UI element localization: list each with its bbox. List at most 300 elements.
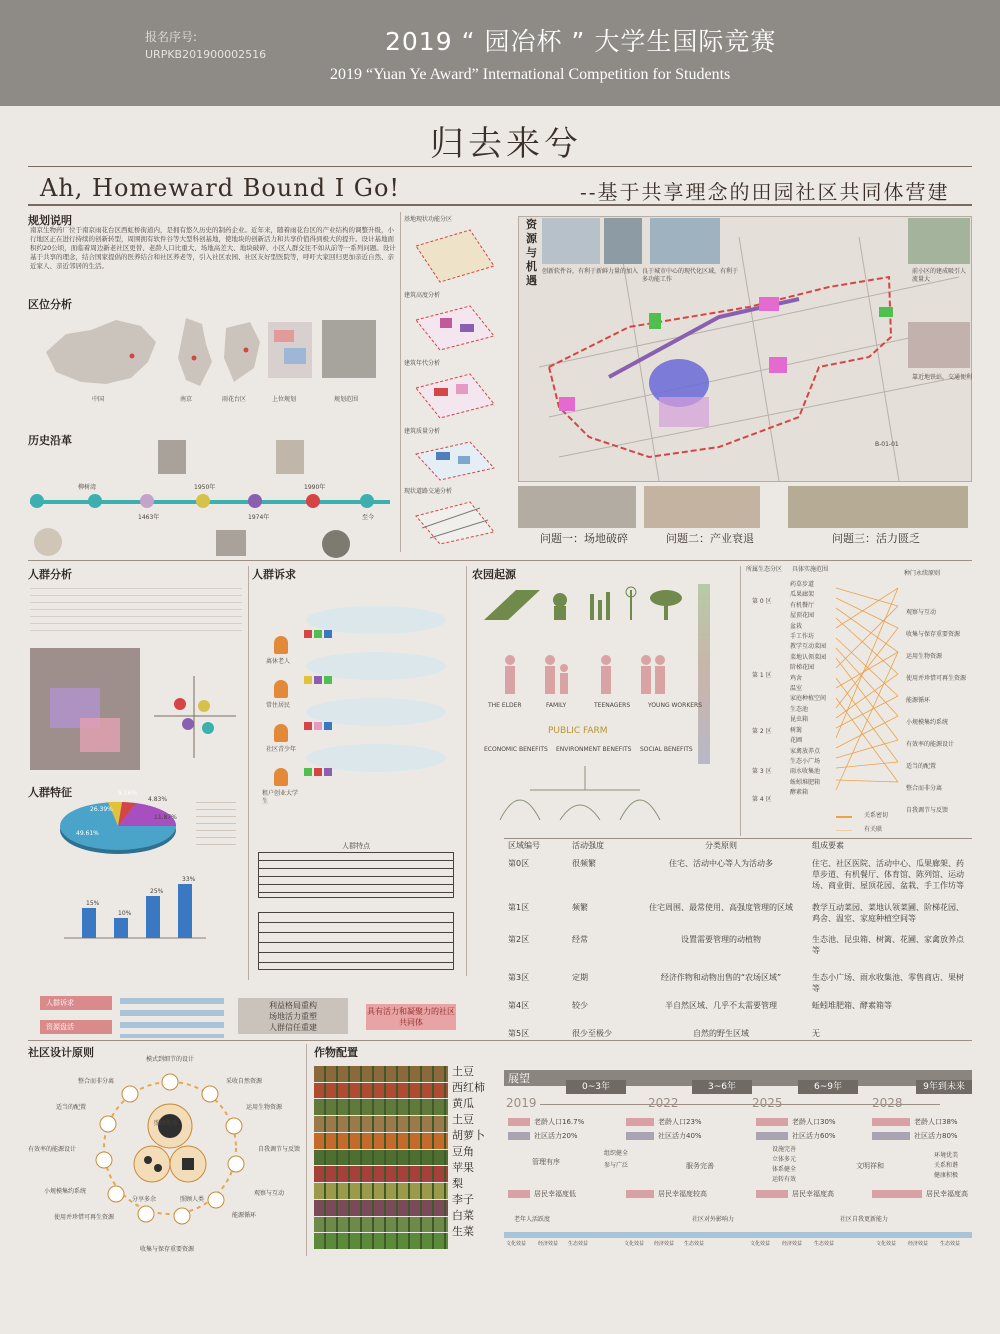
- matrix-relation-lines: [834, 584, 900, 804]
- stage-2-point-3: 体系健全: [772, 1166, 797, 1173]
- zone-row: [504, 934, 972, 972]
- zone-cell: 第5区: [508, 1029, 530, 1038]
- stage-3-point-3: 健康积极: [934, 1172, 959, 1179]
- matrix-right-item: 收集与保存重要资源: [906, 631, 961, 638]
- period-2: 3~6年: [692, 1080, 752, 1094]
- matrix-left-item: 昆虫箱: [790, 716, 809, 724]
- stage-3-point-1: 环境优美: [934, 1152, 959, 1159]
- farm-tools-icons: [480, 584, 690, 624]
- matrix-left-item: 家禽放养点: [790, 747, 821, 755]
- principles-title: 社区设计原则: [28, 1046, 94, 1059]
- zone-cell: 很频繁: [572, 859, 596, 868]
- needs-flow-bars: [120, 992, 224, 1038]
- year-2022: 2022: [648, 1096, 679, 1110]
- matrix-left-item: 菜地认领菜园: [790, 653, 827, 661]
- top-divider: [28, 166, 972, 167]
- pie-legend: [196, 796, 236, 846]
- matrix-right-item: 自我调节与反馈: [906, 807, 949, 814]
- zone-cell: 经济作物和动物出售的“农场区域”: [660, 973, 782, 982]
- benefit-social: SOCIAL BENEFITS: [640, 746, 693, 753]
- crop-photo-strip: [314, 1166, 448, 1182]
- planning-body: 南京生物药厂位于南京雨花台区西虹桥街道内，是拥有悠久历史的制药企业。近年来，随着雨花台区的产业结构的调整升级，小行地区正在进行持续的创新转型，周围拥有软件谷等大型科创基地，使地块的创新活力和共享价值得到极大的提升。设计基地面积约20公顷，面临着周边新老社区更替、老龄人口比重大、场地高差大、地块破碎、小区人群交往不如从前等一系列问题。设计基于共享的理念，结合国家提倡的医养结合和社区养老等，引入社区农园、社区友好型医院等，呼吁大家回归更加亲近自然、亲近家人、亲近邻居的生活。: [30, 226, 396, 270]
- benefit-label-8: 经济效益: [782, 1241, 803, 1247]
- vitality-swatch-2: [626, 1132, 654, 1140]
- needs-table-title: 人群特点: [342, 842, 370, 850]
- matrix-col1: 所属生态分区: [746, 566, 783, 573]
- zone-cell: 半自然区域、几乎不太需要管理: [665, 1001, 777, 1010]
- crop-strips: [314, 1066, 448, 1250]
- zone-cell: 蚯蚓堆肥箱、酵素箱等: [812, 1001, 892, 1010]
- period-4: 9年到未来: [916, 1080, 972, 1094]
- problem-photo-2: [644, 486, 760, 528]
- needs-diagram: [296, 590, 456, 790]
- happy-swatch-3: [756, 1190, 788, 1198]
- principles-ring-diagram: [86, 1064, 257, 1232]
- loc-label-upper-plan: 上位规划: [272, 396, 297, 403]
- problem-1: 问题一：场地破碎: [540, 532, 628, 545]
- matrix-left-item: 生态小广场: [790, 757, 821, 765]
- location-title: 区位分析: [28, 298, 72, 311]
- crop-label: 黄瓜: [452, 1097, 474, 1110]
- crop-photo-strip: [314, 1233, 448, 1249]
- resource-photo-new-estate: [908, 218, 970, 264]
- zone-cell: 教学互动菜园、菜地认领菜圃、阶梯花园、鸡舍、温室、家庭种植空间等: [812, 903, 964, 923]
- benefit-label-6: 生态效益: [684, 1241, 705, 1247]
- registration-number: URPKB201900002516: [145, 48, 267, 61]
- resource-photo-towers: [604, 218, 642, 264]
- crop-photo-strip: [314, 1183, 448, 1199]
- zone-cell: 经常: [572, 935, 588, 944]
- happy-2: 居民幸福度较高: [658, 1190, 707, 1198]
- func-height-diagram: [410, 302, 498, 352]
- resource-photo-metro: [908, 322, 970, 368]
- bottom-metric-2: 社区对外影响力: [692, 1216, 735, 1223]
- zone-cell: 第3区: [508, 973, 530, 982]
- timeline-label-now: 至今: [362, 514, 375, 521]
- stage-2: 服务完善: [686, 1162, 714, 1170]
- principle-earth: 照顾地球: [154, 1120, 179, 1127]
- stage-2-point-2: 立体多元: [772, 1156, 797, 1163]
- headline-en: Ah, Homeward Bound I Go!: [40, 174, 401, 202]
- zone-row: [504, 858, 972, 902]
- vitality-3: 社区活力60%: [792, 1132, 836, 1140]
- timeline-node-5: [248, 494, 262, 508]
- farm-center-label: PUBLIC FARM: [548, 726, 608, 736]
- ring-item-2: 运用生物资源: [246, 1104, 283, 1111]
- farm-people-elder: THE ELDER: [488, 702, 522, 709]
- elder-2: 老龄人口23%: [658, 1118, 702, 1126]
- headline-cn: --基于共享理念的田园社区共同体营建: [580, 180, 950, 204]
- resource-photo-software-valley: [542, 218, 600, 264]
- zone-cell: 很少至极少: [572, 1029, 612, 1038]
- matrix-left-item: 盆栽: [790, 622, 803, 630]
- principle-people: 照顾人类: [180, 1196, 205, 1203]
- zone-cell: 住宅、活动中心等人为活动多: [669, 859, 773, 868]
- column-divider-4: [740, 566, 741, 836]
- crop-label: 豆角: [452, 1145, 474, 1158]
- func-zoning-diagram: [410, 226, 498, 286]
- benefit-label-9: 生态效益: [814, 1241, 835, 1247]
- student-person-icon: [274, 768, 288, 786]
- benefit-label-12: 生态效益: [940, 1241, 961, 1247]
- resource-note-2: 良于城市中心的现代化区域，有利于多功能工作: [642, 268, 739, 283]
- matrix-col3: 种门永续原则: [904, 570, 941, 577]
- crop-photo-strip: [314, 1133, 448, 1149]
- crop-photo-strip: [314, 1083, 448, 1099]
- teen-person-icon: [274, 724, 288, 742]
- group-resident: 常住居民: [266, 702, 291, 709]
- legend-strong: 关系密切: [864, 812, 889, 819]
- matrix-zone-2: 第 2 区: [752, 728, 772, 735]
- chip-mid-1: 利益格局重构: [269, 1001, 317, 1010]
- crops-title: 作物配置: [314, 1046, 358, 1059]
- crowd-aerial-map: [30, 648, 140, 770]
- matrix-left-item: 阶梯花园: [790, 664, 815, 672]
- vitality-swatch-4: [872, 1132, 910, 1140]
- zone-table: [504, 840, 972, 1048]
- zone-cell: 生态小广场、雨水收集池、零售商店、果树等: [812, 973, 964, 993]
- needs-table-2: [258, 912, 454, 970]
- pie-label-2: 4.83%: [148, 796, 168, 803]
- column-divider-2: [248, 566, 249, 980]
- resource-note-3: 前小区的建成吸引人流量大: [912, 268, 967, 283]
- ring-item-6: 收集与保存重要资源: [140, 1246, 195, 1253]
- stage-2-point-4: 运转有效: [772, 1176, 797, 1183]
- timeline-label-liushuwan: 柳树湾: [78, 484, 97, 491]
- elder-swatch-4: [872, 1118, 910, 1126]
- matrix-left-item: 树篱: [790, 726, 803, 734]
- resource-note-1: 创新软件谷，有利于新鲜力量的加入: [542, 268, 639, 275]
- crop-label: 生菜: [452, 1225, 474, 1238]
- loc-label-china: 中国: [92, 396, 105, 403]
- crop-label: 西红柿: [452, 1081, 485, 1094]
- timeline-label-1990: 1990年: [304, 484, 326, 491]
- crop-label: 梨: [452, 1177, 463, 1190]
- elder-swatch-2: [626, 1118, 654, 1126]
- benefit-label-10: 文化效益: [876, 1241, 897, 1247]
- func-quality-diagram: [410, 438, 498, 482]
- chip-mid-3: 人群信任重建: [269, 1023, 317, 1032]
- headline-divider: [28, 204, 972, 206]
- func-title-age: 建筑年代分析: [404, 360, 441, 367]
- func-title-height: 建筑高度分析: [404, 292, 441, 299]
- matrix-right-item: 有效率的能源设计: [906, 741, 955, 748]
- crop-label: 土豆: [452, 1065, 474, 1078]
- chip-needs: 人群诉求: [40, 996, 112, 1010]
- zone-cell: 第2区: [508, 935, 530, 944]
- timeline-label-1950: 1950年: [194, 484, 216, 491]
- pie-label-3: 11.87%: [154, 814, 177, 821]
- bar-label-1: 15%: [86, 900, 100, 907]
- chip-mid-2: 场地活力重塑: [269, 1012, 317, 1021]
- resources-title: 资源与机遇: [526, 218, 537, 287]
- zone-cell: 第0区: [508, 859, 530, 868]
- pie-label-1: 5.16%: [118, 790, 138, 797]
- problem-3: 问题三：活力匮乏: [832, 532, 920, 545]
- matrix-left-item: 屋顶花园: [790, 612, 815, 620]
- problem-photo-1: [518, 486, 636, 528]
- legend-weak-line: [836, 830, 852, 831]
- elder-swatch-3: [756, 1118, 788, 1126]
- vitality-2: 社区活力40%: [658, 1132, 702, 1140]
- pie-label-4: 49.61%: [76, 830, 99, 837]
- happy-swatch-4: [872, 1190, 922, 1198]
- matrix-col2: 具体实施范围: [792, 566, 829, 573]
- matrix-right-item: 运用生物资源: [906, 653, 943, 660]
- group-elder: 离休老人: [266, 658, 291, 665]
- needs-table-1: [258, 852, 454, 898]
- ring-item-1: 采收自然资源: [226, 1078, 263, 1085]
- crop-photo-strip: [314, 1200, 448, 1216]
- func-age-diagram: [410, 370, 498, 420]
- yuhuatai-map-icon: [220, 318, 264, 388]
- happy-swatch-2: [626, 1190, 654, 1198]
- farm-people-icons: [480, 650, 690, 700]
- matrix-left-item: 蚯蚓堆肥箱: [790, 778, 821, 786]
- history-photo-5: [322, 530, 350, 558]
- vitality-4: 社区活力80%: [914, 1132, 958, 1140]
- ring-item-9: 有效率的能源设计: [28, 1146, 77, 1153]
- elder-1: 老龄人口16.7%: [534, 1118, 585, 1126]
- column-divider-5: [306, 1044, 307, 1256]
- zone-cell: 住宅、社区医院、活动中心、瓜果廊架、药草步道、有机餐厅、体育馆、陈列馆、运动场、商业街、屋顶花园、盆栽、手工作坊等: [812, 859, 964, 890]
- group-teen: 社区青少年: [266, 746, 297, 753]
- farm-people-family: FAMILY: [546, 702, 567, 709]
- bar-label-2: 10%: [118, 910, 132, 917]
- happy-1: 居民幸福度低: [534, 1190, 576, 1198]
- zone-header-id: 区域编号: [508, 841, 540, 850]
- principle-share: 分享多余: [132, 1196, 157, 1203]
- loc-label-nanjing: 南京: [180, 396, 193, 403]
- func-title-zoning: 基地现状功能分区: [404, 216, 453, 223]
- timeline-node-7: [360, 494, 374, 508]
- crop-label: 土豆: [452, 1113, 474, 1126]
- column-divider-3: [466, 566, 467, 976]
- chip-resources: 资源盘活: [40, 1020, 112, 1034]
- group-student: 租户创业大学生: [262, 790, 299, 805]
- zone-row: [504, 1028, 972, 1048]
- stage-1-point-2: 参与广泛: [604, 1162, 629, 1169]
- loc-label-yuhuatai: 雨花台区: [222, 396, 247, 403]
- year-2019: 2019: [506, 1096, 537, 1110]
- timeline-node-1: [30, 494, 44, 508]
- vitality-1: 社区活力20%: [534, 1132, 578, 1140]
- ring-item-8: 小规模集约系统: [44, 1188, 87, 1195]
- benefit-label-7: 文化效益: [750, 1241, 771, 1247]
- crop-photo-strip: [314, 1150, 448, 1166]
- benefit-bar: [504, 1232, 972, 1238]
- zone-row: [504, 1000, 972, 1028]
- outlook-panel: [504, 1070, 972, 1250]
- benefit-label-5: 经济效益: [654, 1241, 675, 1247]
- ring-item-0: 模式到细节的设计: [146, 1056, 195, 1063]
- func-title-quality: 建筑质量分析: [404, 428, 441, 435]
- ring-item-10: 适当的配置: [56, 1104, 87, 1111]
- zone-cell: 自然的野生区域: [693, 1029, 749, 1038]
- timeline-node-3: [140, 494, 154, 508]
- ring-item-5: 能源循环: [232, 1212, 257, 1219]
- matrix-right-list: [906, 602, 972, 822]
- matrix-left-item: 家庭种植空间: [790, 695, 827, 703]
- crop-list: [452, 1064, 485, 1240]
- benefit-label-3: 生态效益: [568, 1241, 589, 1247]
- farm-title: 农园起源: [472, 568, 516, 581]
- zone-cell: 住宅周围、最常使用、高强度管理的区域: [649, 903, 793, 912]
- stage-3-point-2: 关系和谐: [934, 1162, 959, 1169]
- nanjing-map-icon: [172, 314, 216, 392]
- map-code-label: B-01-01: [875, 441, 899, 448]
- bottom-metric-3: 社区自我更新能力: [840, 1216, 889, 1223]
- history-title: 历史沿革: [28, 434, 72, 447]
- func-title-traffic: 现状道路交通分析: [404, 488, 453, 495]
- china-map-icon: [36, 312, 166, 396]
- planning-scope-aerial: [322, 320, 376, 378]
- period-3: 6~9年: [798, 1080, 858, 1094]
- history-photo-4: [216, 530, 246, 556]
- matrix-left-item: 鸡舍: [790, 674, 803, 682]
- pie-label-5: 26.39%: [90, 806, 113, 813]
- zone-cell: 频繁: [572, 903, 588, 912]
- legend-weak: 有关联: [864, 826, 883, 833]
- zone-cell: 设置需要管理的动植物: [681, 935, 761, 944]
- zone-cell: 定期: [572, 973, 588, 982]
- ring-item-7: 使用并珍惜可再生资源: [54, 1214, 115, 1221]
- crowd-quadrant-diagram: [148, 670, 242, 764]
- matrix-right-item: 整合而非分离: [906, 785, 943, 792]
- crowd-feature-title: 人群特征: [28, 786, 72, 799]
- happy-swatch-1: [508, 1190, 530, 1198]
- legend-strong-line: [836, 816, 852, 818]
- zone-header-principle: 分类原则: [705, 841, 737, 850]
- history-photo-1: [158, 440, 186, 474]
- loc-label-scope: 规划范围: [334, 396, 359, 403]
- matrix-right-item: 小规模集约系统: [906, 719, 949, 726]
- stage-1: 管理有序: [532, 1158, 560, 1166]
- crop-label: 苹果: [452, 1161, 474, 1174]
- zone-header-elements: 组成要素: [812, 841, 844, 850]
- benefit-label-2: 经济效益: [538, 1241, 559, 1247]
- bar-label-3: 25%: [150, 888, 164, 895]
- matrix-left-item: 酵素箱: [790, 789, 809, 797]
- happy-3: 居民幸福度高: [792, 1190, 834, 1198]
- chip-middle: [238, 998, 348, 1034]
- resident-person-icon: [274, 680, 288, 698]
- crop-photo-strip: [314, 1217, 448, 1233]
- timeline-node-4: [196, 494, 210, 508]
- crop-photo-strip: [314, 1066, 448, 1082]
- func-traffic-diagram: [410, 498, 498, 546]
- competition-banner: [0, 0, 1000, 106]
- crowd-title: 人群分析: [28, 568, 72, 581]
- registration-label: 报名序号:: [145, 30, 198, 44]
- ring-item-4: 观察与互动: [254, 1190, 285, 1197]
- elder-person-icon: [274, 636, 288, 654]
- benefit-environment: ENVIRONMENT BENEFITS: [556, 746, 632, 753]
- crop-label: 胡萝卜: [452, 1129, 485, 1142]
- zone-cell: 第4区: [508, 1001, 530, 1010]
- matrix-left-item: 教学互动菜园: [790, 643, 827, 651]
- stage-1-point-1: 组织健全: [604, 1150, 629, 1157]
- zone-cell: 生态池、昆虫箱、树篱、花圃、家禽放养点等: [812, 935, 964, 955]
- vitality-swatch-1: [508, 1132, 530, 1140]
- crop-photo-strip: [314, 1099, 448, 1115]
- matrix-left-item: 雨水收集池: [790, 768, 821, 776]
- stage-3: 文明祥和: [856, 1162, 884, 1170]
- history-photo-2: [276, 440, 304, 474]
- crop-label: 李子: [452, 1193, 474, 1206]
- resource-photo-city-center: [650, 218, 720, 264]
- problem-2: 问题二：产业衰退: [666, 532, 754, 545]
- zone-cell: 无: [812, 1029, 820, 1038]
- matrix-left-item: 瓜果廊架: [790, 591, 815, 599]
- matrix-zone-0: 第 0 区: [752, 598, 772, 605]
- year-2025: 2025: [752, 1096, 783, 1110]
- competition-title-cn: 2019 “ 园冶杯 ” 大学生国际竞赛: [385, 27, 777, 56]
- matrix-zone-1: 第 1 区: [752, 672, 772, 679]
- matrix-zone-3: 第 3 区: [752, 768, 772, 775]
- matrix-zone-4: 第 4 区: [752, 796, 772, 803]
- needs-title: 人群诉求: [252, 568, 296, 581]
- timeline-node-2: [88, 494, 102, 508]
- farm-vertical-ribbon: [698, 584, 710, 764]
- benefit-label-11: 经济效益: [908, 1241, 929, 1247]
- timeline-label-1463: 1463年: [138, 514, 160, 521]
- stage-2-point-1: 设施完善: [772, 1146, 797, 1153]
- section-divider-1: [28, 560, 972, 561]
- vitality-swatch-3: [756, 1132, 788, 1140]
- history-timeline-bar: [30, 500, 390, 504]
- outlook-title: 展望: [508, 1072, 530, 1085]
- farm-sketch-icons: [490, 760, 680, 830]
- crowd-text: [30, 582, 242, 636]
- column-divider-1: [400, 212, 401, 552]
- benefit-label-4: 文化效益: [624, 1241, 645, 1247]
- period-1: 0~3年: [566, 1080, 626, 1094]
- section-divider-2: [28, 1040, 972, 1041]
- zone-header-intensity: 活动强度: [572, 841, 604, 850]
- bar-label-4: 33%: [182, 876, 196, 883]
- competition-title-en: 2019 “Yuan Ye Award” International Competition for Students: [330, 66, 731, 83]
- benefit-economic: ECONOMIC BENEFITS: [484, 746, 548, 753]
- elder-4: 老龄人口38%: [914, 1118, 958, 1126]
- year-2028: 2028: [872, 1096, 903, 1110]
- crop-label: 白菜: [452, 1209, 474, 1222]
- matrix-right-item: 能源循环: [906, 697, 931, 704]
- zone-row: [504, 972, 972, 1000]
- zone-cell: 较少: [572, 1001, 588, 1010]
- elder-3: 老龄人口30%: [792, 1118, 836, 1126]
- problem-photo-3: [788, 486, 968, 528]
- matrix-left-item: 手工作坊: [790, 633, 815, 641]
- zone-cell: 第1区: [508, 903, 530, 912]
- matrix-left-item: 有机餐厅: [790, 601, 815, 609]
- happy-4: 居民幸福度高: [926, 1190, 968, 1198]
- timeline-node-6: [306, 494, 320, 508]
- poster-poem-title: 归去来兮: [430, 124, 582, 164]
- timeline-label-1974: 1974年: [248, 514, 270, 521]
- history-photo-3: [34, 528, 62, 556]
- matrix-left-item: 花圃: [790, 737, 803, 745]
- ring-item-11: 整合而非分离: [78, 1078, 115, 1085]
- ring-item-3: 自我调节与反馈: [258, 1146, 301, 1153]
- planning-title: 规划说明: [28, 214, 72, 227]
- bottom-metric-1: 老年人活跃度: [514, 1216, 551, 1223]
- matrix-left-list: [790, 580, 834, 799]
- matrix-left-item: 药草步道: [790, 581, 815, 588]
- farm-people-teen: TEENAGERS: [594, 702, 631, 709]
- upper-plan-map: [268, 322, 312, 378]
- zone-row: [504, 902, 972, 934]
